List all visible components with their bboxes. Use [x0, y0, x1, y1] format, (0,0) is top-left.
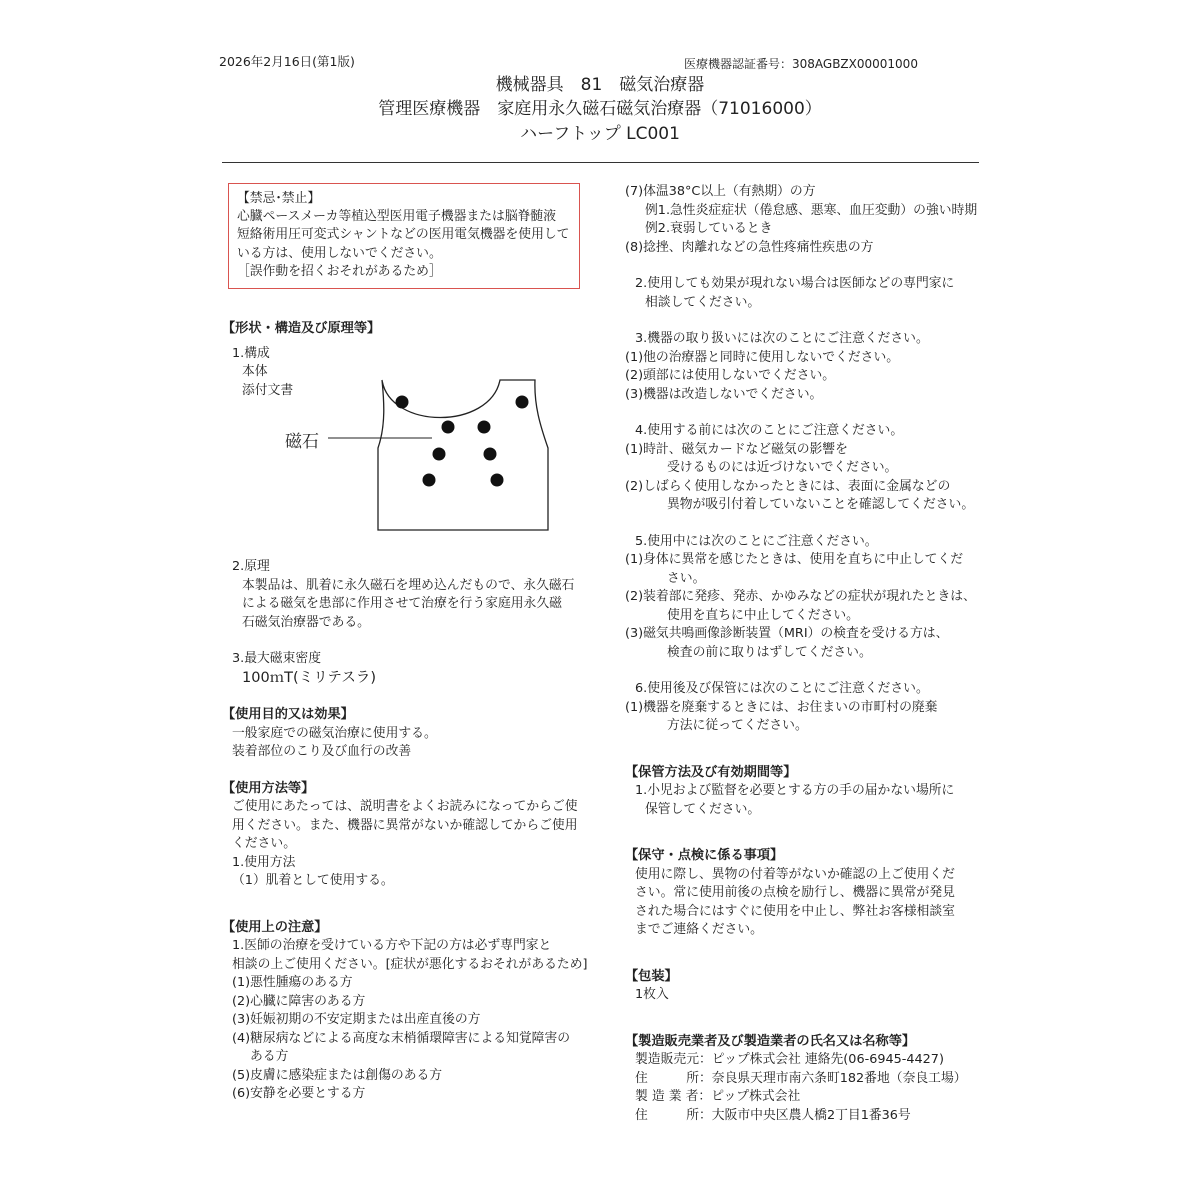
maintenance-line: された場合にはすぐに使用を中止し、弊社お客様相談室 [635, 903, 955, 919]
title-line-1: 機械器具 81 磁気治療器 [495, 75, 705, 95]
caution-note: 6.使用後及び保管には次のことにご注意ください。 [635, 681, 929, 696]
caution-item-cont: ある方 [250, 1049, 289, 1064]
contraindication-line: いる方は、使用しないでください。 [237, 245, 442, 261]
principle-title: 2.原理 [232, 559, 270, 574]
storage-heading: 【保管方法及び有効期間等】 [625, 764, 797, 780]
manufacturer-line: 製 造 業 者：ピップ株式会社 [635, 1089, 801, 1104]
contraindication-title: 【禁忌･禁止】 [237, 191, 321, 206]
magnet-label: 磁石 [285, 432, 319, 452]
caution-note: 4.使用する前には次のことにご注意ください。 [635, 423, 904, 438]
maintenance-heading: 【保守・点検に係る事項】 [625, 848, 784, 863]
caution-subitem: (1)機器を廃棄するときには、お住まいの市町村の廃棄 [625, 699, 938, 715]
caution-item: (2)心臓に障害のある方 [232, 993, 366, 1009]
composition-item: 添付文書 [242, 382, 294, 398]
caution-note-cont: 相談してください。 [645, 294, 761, 310]
caution-subitem: (3)機器は改造しないでください。 [625, 386, 823, 402]
magnet-dot [484, 448, 497, 461]
caution-note: 3.機器の取り扱いには次のことにご注意ください。 [635, 331, 929, 346]
maintenance-line: さい。常に使用前後の点検を励行し、機器に異常が発見 [635, 885, 955, 900]
caution-item: (4)糖尿病などによる高度な末梢循環障害による知覚障害の [232, 1030, 571, 1046]
purpose-line: 装着部位のこり及び血行の改善 [232, 744, 412, 759]
manufacturer-heading: 【製造販売業者及び製造業者の氏名又は名称等】 [625, 1033, 916, 1049]
contraindication-line: 心臓ペースメーカ等植込型医用電子機器または脳脊髄液 [237, 209, 557, 225]
manufacturer-line: 住 所：大阪市中央区農人橋2丁目1番36号 [635, 1107, 911, 1123]
magnet-dot [516, 396, 529, 409]
flux-value-text: 100ｍT(ミリテスラ) [242, 669, 376, 686]
caution-subitem: (1)他の治療器と同時に使用しないでください。 [625, 349, 900, 365]
caution-subitem: (1)時計、磁気カードなど磁気の影響を [625, 441, 848, 457]
caution-subitem-cont: 使用を直ちに中止してください。 [667, 607, 859, 623]
caution-item: (8)捻挫、肉離れなどの急性疼痛性疾患の方 [625, 239, 874, 255]
principle-section [222, 558, 588, 1104]
magnet-dot [478, 421, 491, 434]
storage-line: 保管してください。 [645, 801, 761, 817]
manufacturer-line: 住 所：奈良県天理市南六条町182番地（奈良工場） [635, 1070, 967, 1086]
caution-intro: 1.医師の治療を受けている方や下記の方は必ず専門家と [232, 938, 552, 953]
caution-section-continued [625, 183, 977, 1125]
caution-item: (1)悪性腫瘍のある方 [232, 975, 353, 990]
maintenance-line: 使用に際し、異物の付着等がないか確認の上ご使用くだ [635, 866, 955, 882]
usage-line: 用ください。また、機器に異常がないか確認してからご使用 [232, 817, 578, 833]
magnet-dot [433, 448, 446, 461]
caution-subitem-cont: 方法に従ってください。 [667, 718, 808, 733]
caution-note: 2.使用しても効果が現れない場合は医師などの専門家に [635, 276, 955, 291]
magnet-dot [423, 474, 436, 487]
issue-date: 2026年2月16日(第1版) [219, 54, 355, 69]
magnet-dot [396, 396, 409, 409]
usage-line: ご使用にあたっては、説明書をよくお読みになってからご使 [232, 799, 578, 814]
contraindication-line: 短絡術用圧可変式シャントなどの医用電気機器を使用して [237, 227, 570, 243]
caution-example: 例1.急性炎症症状（倦怠感、悪寒、血圧変動）の強い時期 [645, 202, 978, 218]
principle-line: による磁気を患部に作用させて治療を行う家庭用永久磁 [242, 596, 562, 611]
caution-item: (3)妊娠初期の不安定期または出産直後の方 [232, 1012, 481, 1027]
purpose-line: 一般家庭での磁気治療に使用する。 [232, 725, 437, 741]
caution-note: 5.使用中には次のことにご注意ください。 [635, 533, 878, 549]
composition-title: 1.構成 [232, 345, 270, 361]
flux-value [222, 669, 588, 689]
certification-number: 医療機器認証番号：308AGBZX00001000 [684, 57, 918, 71]
packaging-line: 1枚入 [635, 987, 669, 1002]
caution-heading: 【使用上の注意】 [222, 919, 328, 935]
usage-heading: 【使用方法等】 [222, 780, 315, 796]
caution-intro: 相談の上ご使用ください。[症状が悪化するおそれがあるため] [232, 956, 588, 972]
title-line-3: ハーフトップ LC001 [520, 124, 680, 144]
packaging-heading: 【包装】 [625, 968, 678, 984]
magnet-dot [491, 474, 504, 487]
caution-subitem: (2)装着部に発疹、発赤、かゆみなどの症状が現れたときは、 [625, 589, 976, 604]
usage-method-item: （1）肌着として使用する。 [232, 873, 394, 888]
title-line-2: 管理医療機器 家庭用永久磁石磁気治療器（71016000） [378, 99, 822, 119]
principle-line: 本製品は、肌着に永久磁石を埋め込んだもので、永久磁石 [242, 577, 575, 593]
usage-line: ください。 [232, 836, 296, 851]
caution-subitem: (3)磁気共鳴画像診断装置（MRI）の検査を受ける方は、 [625, 626, 949, 641]
caution-example: 例2.衰弱しているとき [645, 221, 773, 236]
caution-item: (7)体温38°C以上（有熱期）の方 [625, 184, 816, 199]
flux-title: 3.最大磁束密度 [232, 651, 321, 666]
caution-item: (5)皮膚に感染症または創傷のある方 [232, 1067, 443, 1083]
contraindication-line: ［誤作動を招くおそれがあるため］ [237, 263, 442, 279]
header-divider [222, 162, 979, 163]
caution-item: (6)安静を必要とする方 [232, 1086, 366, 1101]
usage-method-title: 1.使用方法 [232, 854, 296, 870]
composition-item: 本体 [242, 364, 268, 379]
principle-line: 石磁気治療器である。 [242, 614, 370, 630]
caution-subitem: (2)頭部には使用しないでください。 [625, 368, 836, 383]
halftop-diagram [320, 370, 560, 535]
caution-subitem-cont: さい。 [667, 570, 706, 586]
shape-heading: 【形状・構造及び原理等】 [222, 321, 381, 336]
maintenance-line: までご連絡ください。 [635, 922, 763, 937]
caution-subitem: (2)しばらく使用しなかったときには、表面に金属などの [625, 478, 951, 494]
magnet-dot [442, 421, 455, 434]
caution-subitem-cont: 受けるものには近づけないでください。 [667, 460, 898, 475]
caution-subitem-cont: 異物が吸引付着していないことを確認してください。 [667, 497, 975, 512]
caution-subitem-cont: 検査の前に取りはずしてください。 [667, 644, 872, 660]
manufacturer-line: 製造販売元：ピップ株式会社 連絡先(06-6945-4427) [635, 1052, 944, 1067]
contraindication-box [228, 183, 580, 289]
purpose-heading: 【使用目的又は効果】 [222, 707, 354, 722]
caution-subitem: (1)身体に異常を感じたときは、使用を直ちに中止してくだ [625, 552, 964, 567]
storage-line: 1.小児および監督を必要とする方の手の届かない場所に [635, 783, 955, 798]
